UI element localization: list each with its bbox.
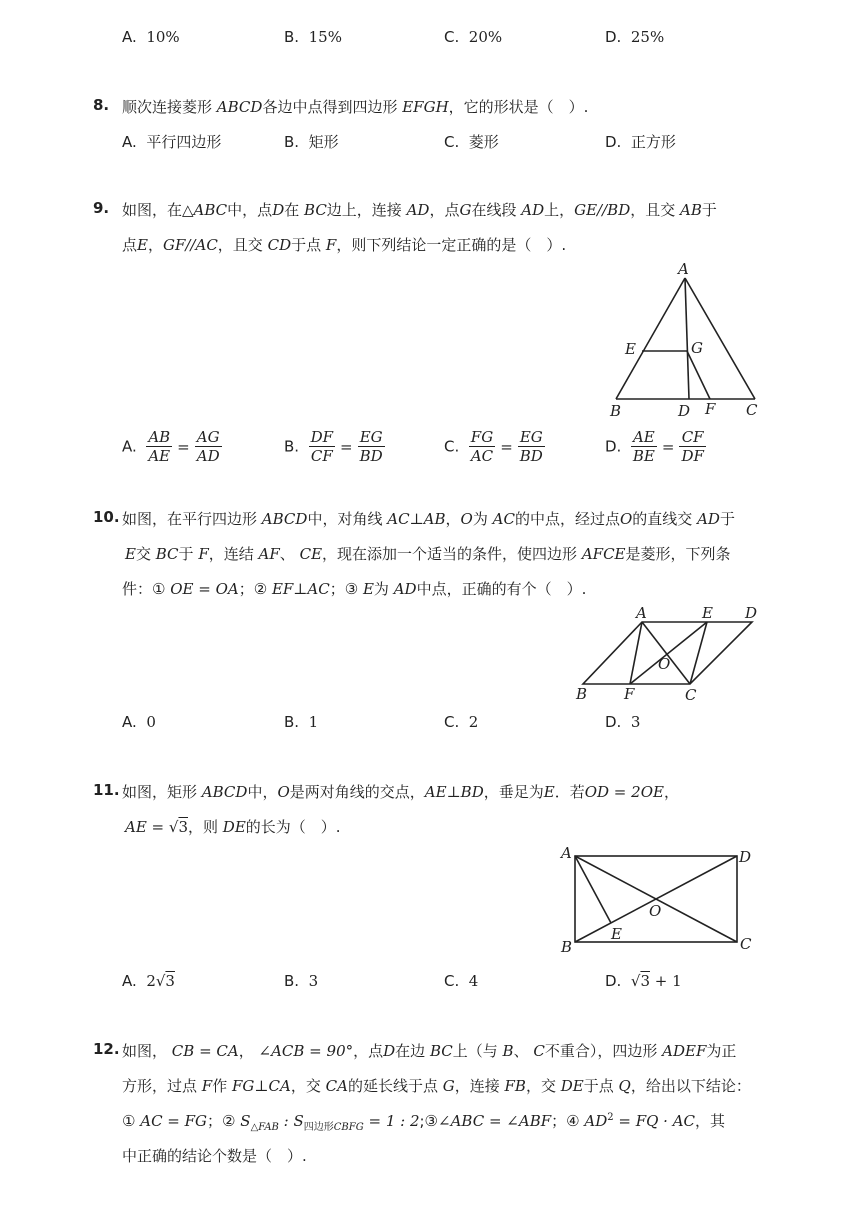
q8-option-d[interactable]: D. 正方形: [605, 133, 676, 151]
option-letter: D.: [605, 28, 622, 46]
segment-ac: [642, 622, 690, 684]
option-value: 25%: [630, 28, 665, 46]
option-letter: C.: [444, 28, 460, 46]
question-stem-line-2: 点E，GF//AC，且交 CD于点 F，则下列结论一定正确的是（ ）.: [122, 236, 567, 254]
q7-option-c[interactable]: [444, 28, 502, 46]
label-a: A: [636, 604, 647, 622]
segment-ad: [685, 278, 689, 399]
question-number: 9.: [93, 199, 110, 217]
label-b: B: [561, 938, 573, 956]
question-number: 11.: [93, 781, 120, 799]
label-o: O: [649, 902, 662, 920]
question-stem: 顺次连接菱形 ABCD各边中点得到四边形 EFGH，它的形状是（ ）.: [122, 98, 589, 116]
question-stem-line-2: E交 BC于 F，连结 AF、 CE，现在添加一个适当的条件，使四边形 AFCE是菱形，下列条: [125, 545, 731, 563]
label-d: D: [678, 402, 691, 420]
q10-parallelogram-figure: [570, 602, 770, 707]
option-letter: A.: [122, 28, 137, 46]
question-number: 10.: [93, 508, 120, 526]
label-b: B: [610, 402, 622, 420]
q10-option-a[interactable]: A. 0: [122, 713, 156, 731]
question-stem-line-1: 如图， CB = CA， ∠ACB = 90°，点D在边 BC上（与 B、 C不重合），四边形 ADEF为正: [122, 1042, 737, 1060]
question-stem-line-1: 如图，在△ABC中，点D在 BC边上，连接 AD，点G在线段 AD上，GE//BD，且交 AB于: [122, 201, 717, 219]
q10-option-d[interactable]: D. 3: [605, 713, 641, 731]
segment-gf: [687, 351, 710, 399]
question-stem-line-2: AE = √3，则 DE的长为（ ）.: [125, 818, 341, 836]
label-d: D: [745, 604, 758, 622]
question-number: 8.: [93, 96, 110, 114]
question-stem-line-1: 如图，矩形 ABCD中，O是两对角线的交点，AE⊥BD，垂足为E．若OD = 2OE，: [122, 783, 679, 801]
question-stem-line-1: 如图，在平行四边形 ABCD中，对角线 AC⊥AB，O为 AC的中点，经过点O的直线交 AD于: [122, 510, 735, 528]
question-number: 12.: [93, 1040, 120, 1058]
label-g: G: [691, 339, 703, 357]
q10-option-c[interactable]: C. 2: [444, 713, 479, 731]
q8-option-c[interactable]: C. 菱形: [444, 133, 499, 151]
q8-option-b[interactable]: B. 矩形: [284, 133, 339, 151]
label-e: E: [625, 340, 636, 358]
q9-option-c[interactable]: C. $\frac{FG}{AC}$ = $\frac{EG}{BD}$: [444, 428, 543, 465]
option-value: 10%: [146, 28, 180, 46]
label-f: F: [624, 685, 635, 703]
q11-rectangle-figure: [555, 842, 770, 957]
label-d: D: [739, 848, 752, 866]
label-b: B: [576, 685, 588, 703]
q9-option-b[interactable]: B. $\frac{DF}{CF}$ = $\frac{EG}{BD}$: [284, 428, 383, 465]
q11-option-d[interactable]: D. √3 + 1: [605, 972, 682, 990]
label-a: A: [678, 260, 689, 278]
label-e: E: [611, 925, 622, 943]
question-stem-line-4: 中正确的结论个数是（ ）.: [122, 1147, 307, 1165]
q11-option-a[interactable]: A. 2√3: [122, 972, 175, 990]
question-stem-line-2: 方形，过点 F作 FG⊥CA，交 CA的延长线于点 G，连接 FB，交 DE于点 Q，给出以下结论：: [122, 1077, 751, 1095]
option-letter: B.: [284, 28, 300, 46]
q10-option-b[interactable]: B. 1: [284, 713, 319, 731]
q11-option-b[interactable]: B. 3: [284, 972, 319, 990]
q7-option-b[interactable]: [284, 28, 342, 46]
label-e: E: [702, 604, 713, 622]
label-c: C: [685, 686, 697, 704]
label-a: A: [561, 844, 572, 862]
q8-option-a[interactable]: A. 平行四边形: [122, 133, 222, 151]
label-o: O: [658, 655, 671, 673]
segment-ef: [630, 622, 707, 684]
label-f: F: [705, 400, 716, 418]
question-stem-line-3: 件：① OE = OA；② EF⊥AC；③ E为 AD中点，正确的有个（ ）.: [122, 580, 587, 598]
label-c: C: [746, 401, 758, 419]
segment-af: [630, 622, 642, 684]
option-value: 15%: [308, 28, 342, 46]
q7-option-a[interactable]: [122, 28, 180, 46]
q9-option-d[interactable]: D. $\frac{AE}{BE}$ = $\frac{CF}{DF}$: [605, 428, 704, 465]
segment-ab: [616, 278, 685, 399]
q9-triangle-figure: [600, 258, 770, 423]
q9-option-a[interactable]: A. $\frac{AB}{AE}$ = $\frac{AG}{AD}$: [122, 428, 220, 465]
option-value: 20%: [468, 28, 503, 46]
q7-option-d[interactable]: [605, 28, 664, 46]
q11-option-c[interactable]: C. 4: [444, 972, 479, 990]
label-c: C: [740, 935, 752, 953]
question-stem-line-3: ① AC = FG；② $S_{\triangle FAB}$ : $S_{四边形CBFG} = 1$ : 2;③∠ABC = ∠ABF；④ $AD^2$ = FQ · AC，其: [122, 1112, 726, 1133]
